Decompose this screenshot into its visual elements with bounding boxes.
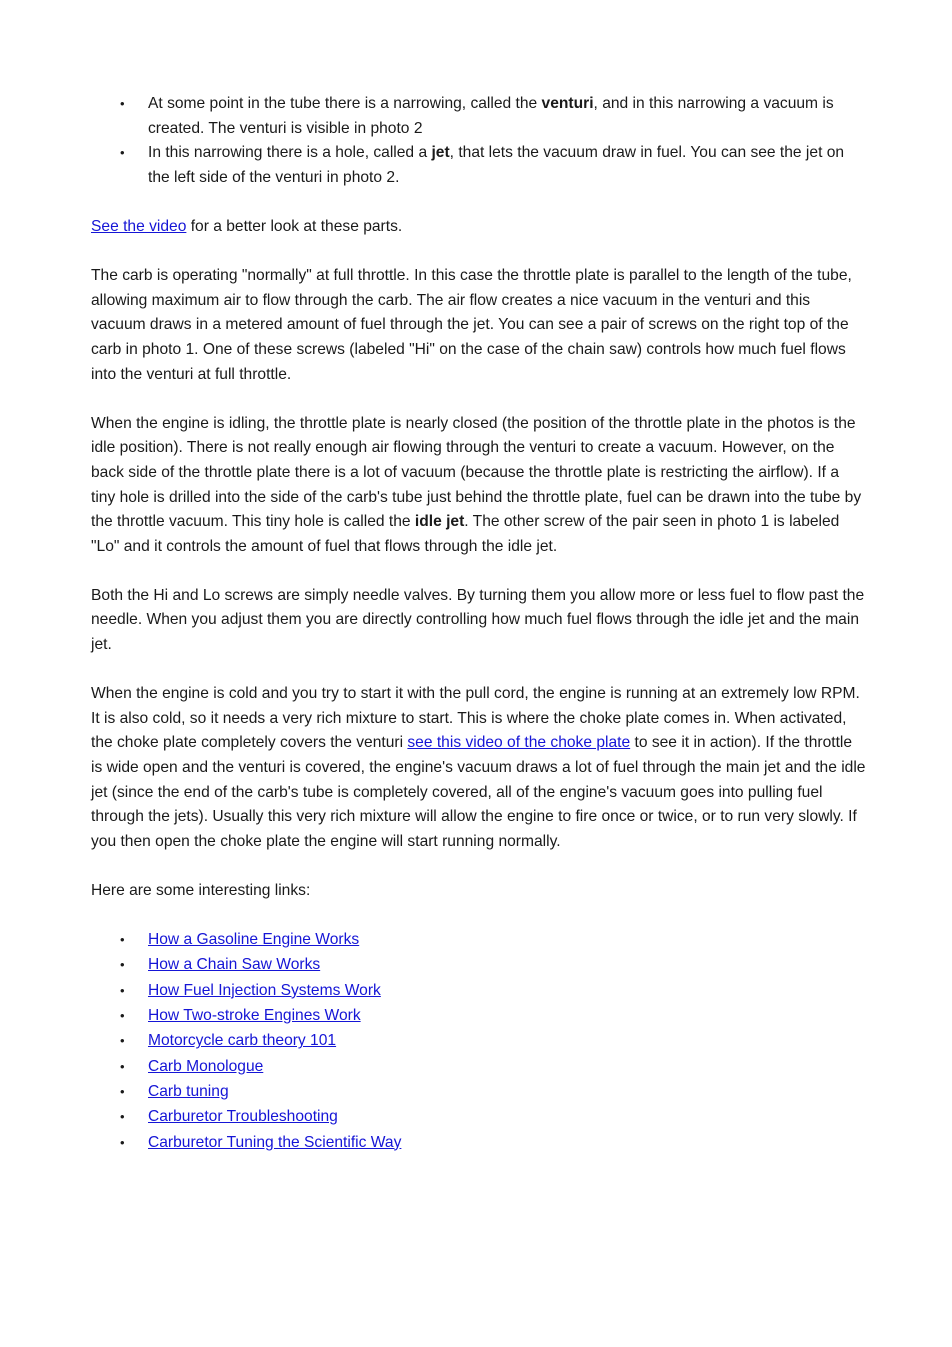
bullet-text: , that lets the vacuum draw in fuel. You can see the jet on the left side of the venturi in photo 2.	[148, 144, 845, 186]
paragraph-text: When the engine is cold and you try to start it with the pull cord, the engine is running at an extremely low RPM. It is also cold, so it needs a very rich mixture to start. This is where the choke plate comes in. When activated, the choke plate completely covers the venturi	[91, 685, 860, 752]
link-carb-tuning[interactable]: Carb tuning	[148, 1082, 229, 1100]
paragraph-text: for a better look at these parts.	[186, 217, 403, 235]
bullet-dot: •	[120, 145, 125, 161]
list-item	[120, 1055, 867, 1080]
bullet-dot: •	[120, 932, 125, 948]
link-carb-tuning-scientific[interactable]: Carburetor Tuning the Scientific Way	[148, 1133, 402, 1151]
bullet-text: , and in this narrowing a vacuum is created. The venturi is visible in photo 2	[148, 95, 834, 137]
list-item	[120, 1105, 867, 1130]
link-two-stroke[interactable]: How Two-stroke Engines Work	[148, 1007, 361, 1025]
link-carb-monologue[interactable]: Carb Monologue	[148, 1057, 264, 1075]
full-throttle-paragraph: The carb is operating "normally" at full throttle. In this case the throttle plate is parallel to the length of the tube, allowing maximum air to flow through the carb. The air flow creates a nice vacuum in the venturi and this vacuum draws in a metered amount of fuel through the jet. You can see a pair of screws on the right top of the carb in photo 1. One of these screws (labeled "Hi" on the case of the chain saw) controls how much fuel flows into the venturi at full throttle.	[91, 267, 852, 383]
bold-term-jet: jet	[431, 144, 450, 162]
paragraph-text: When the engine is idling, the throttle plate is nearly closed (the position of the throttle plate in the photos is the idle position). There is not really enough air flowing through the venturi to create a vacuum. However, on the back side of the throttle plate there is a lot of vacuum (because the throttle plate is restricting the airflow). If a tiny hole is drilled into the side of the carb's tube just behind the throttle plate, fuel can be drawn into the tube by the throttle vacuum. This tiny hole is called the	[91, 414, 862, 531]
bullet-dot: •	[120, 96, 125, 111]
spacer	[91, 904, 867, 929]
document-page	[91, 92, 867, 1156]
venturi-jet-bullet-list	[91, 92, 867, 190]
bullet-dot: •	[120, 1033, 125, 1049]
link-motorcycle-carb[interactable]: Motorcycle carb theory 101	[148, 1032, 337, 1050]
link-gasoline-engine[interactable]: How a Gasoline Engine Works	[148, 931, 360, 949]
paragraph-text: to see it in action). If the throttle is wide open and the venturi is covered, the engine's vacuum draws a lot of fuel through the main jet and the idle jet (since the end of the carb's tube is completely covered, all of the engine's vacuum goes into pulling fuel through the jets). Usually this very rich mixture will allow the engine to fire once or twice, or to run very slowly. If you then open the choke plate the engine will start running normally.	[91, 734, 866, 850]
bold-term-idle-jet: idle jet	[414, 513, 465, 531]
see-the-video-link[interactable]: See the video	[91, 217, 187, 235]
bullet-text: At some point in the tube there is a narrowing, called the	[148, 95, 542, 112]
video-paragraph	[91, 215, 867, 240]
links-intro: Here are some interesting links:	[91, 882, 311, 899]
list-item	[120, 979, 867, 1004]
link-carb-troubleshooting[interactable]: Carburetor Troubleshooting	[148, 1108, 338, 1126]
paragraph-text: . The other screw of the pair seen in photo 1 is labeled "Lo" and it controls the amount of fuel that flows through the idle jet.	[91, 513, 840, 555]
choke-paragraph	[91, 682, 867, 854]
bullet-dot: •	[120, 1109, 125, 1125]
spacer	[91, 854, 867, 879]
list-item	[120, 1080, 867, 1105]
list-item	[120, 141, 867, 190]
link-chain-saw[interactable]: How a Chain Saw Works	[148, 956, 321, 974]
bullet-dot: •	[120, 1008, 125, 1024]
needle-valves-paragraph: Both the Hi and Lo screws are simply needle valves. By turning them you allow more or less fuel to flow past the needle. When you adjust them you are directly controlling how much fuel flows through the idle jet and the main jet.	[91, 586, 865, 654]
link-fuel-injection[interactable]: How Fuel Injection Systems Work	[148, 981, 381, 999]
spacer	[91, 387, 867, 412]
spacer	[91, 559, 867, 584]
bullet-dot: •	[120, 957, 125, 973]
list-item	[120, 953, 867, 978]
list-item	[120, 1004, 867, 1029]
idle-paragraph	[91, 412, 867, 560]
list-item	[120, 1029, 867, 1054]
interesting-links-list	[91, 928, 867, 1156]
list-item	[120, 1131, 867, 1156]
bullet-dot: •	[120, 1083, 125, 1099]
bullet-dot: •	[120, 1058, 125, 1074]
spacer	[91, 658, 867, 683]
bold-term-venturi: venturi	[541, 95, 594, 112]
bullet-text: In this narrowing there is a hole, called a	[148, 144, 432, 162]
spacer	[91, 190, 867, 215]
bullet-dot: •	[120, 982, 125, 998]
list-item	[120, 92, 867, 141]
spacer	[91, 240, 867, 265]
choke-plate-video-link[interactable]: see this video of the choke plate	[407, 734, 631, 752]
list-item	[120, 928, 867, 953]
bullet-dot: •	[120, 1134, 125, 1150]
